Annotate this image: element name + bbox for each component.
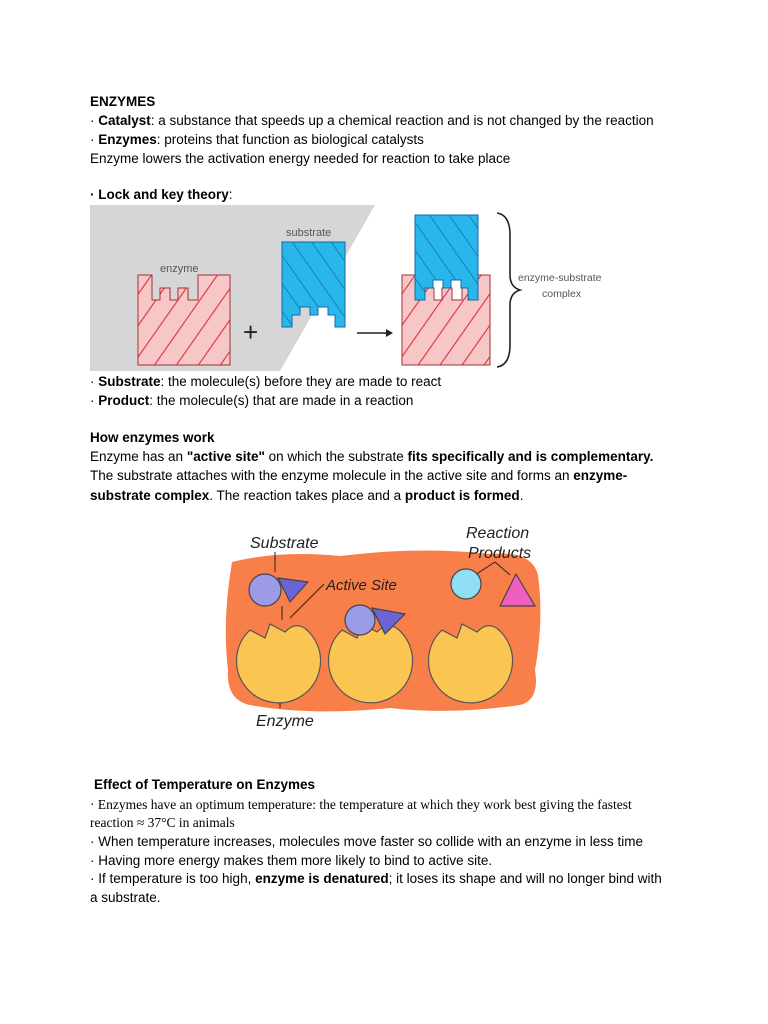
plus-sign: +: [243, 317, 259, 347]
enzyme-pacman-2: [329, 624, 413, 703]
text: Enzyme has an: [90, 449, 187, 464]
substrate-term: Substrate: [98, 374, 161, 389]
reaction-products-label-line2: Products: [468, 545, 532, 562]
enzymes-definition: [90, 130, 424, 149]
page-heading: ENZYMES: [90, 94, 156, 109]
complex-label-line2: complex: [542, 288, 582, 300]
enzyme-mechanism-diagram: [220, 520, 545, 735]
bound-substrate-circle: [345, 605, 375, 635]
catalyst-definition: [90, 111, 654, 130]
bullet: ·: [90, 187, 99, 202]
enzyme-pacman-3: [429, 624, 513, 703]
fits-specifically-term: fits specifically and is complementary.: [407, 449, 654, 464]
enzymes-def: : proteins that function as biological catalysts: [156, 132, 424, 147]
lock-key-term: Lock and key theory: [98, 187, 229, 202]
how-line-1: [90, 447, 653, 466]
substrate-shape: [282, 242, 345, 327]
active-site-term: "active site": [186, 449, 265, 464]
temperature-bullet-1-line2: reaction ≈ 37°C in animals: [90, 815, 235, 830]
temperature-bullet-4-cont: a substrate.: [90, 890, 161, 905]
reaction-products-label-line1: Reaction: [466, 525, 530, 542]
text: on which the substrate: [264, 449, 408, 464]
arrow-head-icon: [386, 329, 393, 337]
enzyme-label: enzyme: [160, 263, 199, 275]
enzyme-substrate-term: enzyme-: [573, 468, 628, 483]
substrate-circle: [249, 574, 281, 606]
substrate-label: substrate: [286, 227, 332, 239]
complex-label-line1: enzyme-substrate: [518, 272, 602, 284]
product-definition: [90, 391, 413, 410]
product-formed-term: product is formed: [404, 488, 520, 503]
colon: :: [228, 187, 233, 202]
temperature-bullet-3: · Having more energy makes them more likely to bind to active site.: [90, 853, 493, 868]
temperature-heading: Effect of Temperature on Enzymes: [94, 777, 316, 792]
text: ; it loses its shape and will no longer bind with: [388, 871, 662, 886]
text: The substrate attaches with the enzyme molecule in the active site and forms an: [90, 468, 574, 483]
substrate-definition: [90, 372, 441, 391]
active-site-label: Active Site: [326, 577, 397, 594]
bullet: ·: [90, 374, 99, 389]
complex-brace: [497, 213, 520, 367]
temperature-bullet-2: · When temperature increases, molecules move faster so collide with an enzyme in less time: [90, 834, 643, 849]
complex-substrate-shape: [415, 215, 478, 300]
denatured-term: enzyme is denatured: [255, 871, 389, 886]
activation-energy-text: Enzyme lowers the activation energy needed for reaction to take place: [90, 151, 511, 166]
bullet: ·: [90, 132, 99, 147]
substrate-def: : the molecule(s) before they are made to react: [160, 374, 442, 389]
catalyst-term: Catalyst: [98, 113, 151, 128]
temperature-bullet-4: [90, 869, 662, 888]
text: . The reaction takes place and a: [209, 488, 405, 503]
temperature-bullet-1-line1: · Enzymes have an optimum temperature: the temperature at which they work best giving the fastest: [90, 797, 632, 812]
product-term: Product: [98, 393, 150, 408]
how-line-3: [90, 486, 523, 505]
lock-and-key-diagram: [90, 205, 630, 373]
enzymes-term: Enzymes: [98, 132, 157, 147]
text: · If temperature is too high,: [90, 871, 256, 886]
how-enzymes-work-heading: How enzymes work: [90, 430, 215, 445]
substrate-figure-label: Substrate: [250, 535, 319, 552]
bullet: ·: [90, 113, 99, 128]
text: .: [519, 488, 524, 503]
enzyme-shape: [138, 275, 230, 365]
enzyme-pacman-1: [237, 624, 321, 703]
product-def: : the molecule(s) that are made in a reaction: [149, 393, 414, 408]
catalyst-def: : a substance that speeds up a chemical reaction and is not changed by the reaction: [150, 113, 654, 128]
lock-key-heading: [90, 185, 233, 204]
how-line-2: [90, 466, 627, 485]
enzyme-figure-label: Enzyme: [256, 713, 314, 730]
bullet: ·: [90, 393, 99, 408]
product-circle: [451, 569, 481, 599]
enzyme-substrate-term: substrate complex: [90, 488, 210, 503]
